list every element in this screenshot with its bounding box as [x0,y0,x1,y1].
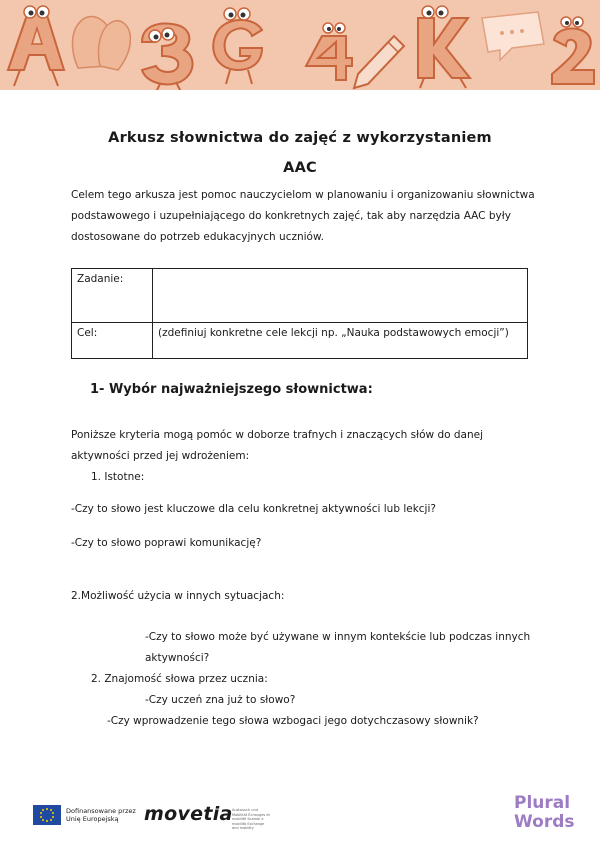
question-line: aktywności? [145,652,210,664]
task-goal-table [71,268,528,359]
criterion-relevant: 1. Istotne: [91,471,145,483]
eu-flag-icon [33,805,61,825]
speech-bubble-icon [482,12,544,60]
letter-a-icon [8,6,64,86]
letter-k-icon [418,6,470,88]
intro-line: podstawowego i uzupełniającego do konkretnych zajęć, tak aby narzędzia AAC były [71,210,511,222]
section-heading: 1- Wybór najważniejszego słownictwa: [90,382,373,397]
goal-label: Cel: [72,323,153,359]
table-row [72,323,528,359]
criterion-other-situations: 2.Możliwość użycia w innych sytuacjach: [71,590,285,602]
criteria-line: Poniższe kryteria mogą pomóc w doborze trafnych i znaczących słów do danej [71,429,483,441]
hands-icon [72,16,130,70]
movetia-tagline: Austausch und Mobilität Échanges et mobilité Scambi e mobilità Exchange and mobility [232,808,270,830]
intro-line: dostosowane do potrzeb edukacyjnych uczniów. [71,231,324,243]
criteria-paragraph [71,425,541,467]
movetia-logo: movetia [144,803,233,825]
intro-paragraph [71,185,541,248]
task-label: Zadanie: [72,269,153,323]
page-title: Arkusz słownictwa do zajęć z wykorzystaniem [108,130,492,146]
page-title-aac: AAC [283,160,317,176]
task-value-field[interactable] [153,269,528,323]
number-four-icon [306,23,352,80]
plural-logo-line: Plural [514,793,571,813]
header-banner [0,0,600,90]
question-knows-word: -Czy uczeń zna już to słowo? [145,694,296,706]
question-other-context [145,627,535,669]
eu-line: Dofinansowane przez [66,807,136,815]
question-line: -Czy to słowo może być używane w innym kontekście lub podczas innych [145,631,531,643]
pencil-icon [354,36,404,88]
question-key-word: -Czy to słowo jest kluczowe dla celu konkretnej aktywności lub lekcji? [71,503,436,515]
intro-line: Celem tego arkusza jest pomoc nauczycielom w planowaniu i organizowaniu słownictwa [71,189,535,201]
plural-words-logo [514,794,575,832]
eu-line: Unię Europejską [66,815,119,823]
question-enrich-vocabulary: -Czy wprowadzenie tego słowa wzbogaci jego dotychczasowy słownik? [107,715,479,727]
eu-funding-label [66,807,136,823]
plural-logo-line: Words [514,812,575,832]
number-three-icon [142,24,193,90]
question-communication: -Czy to słowo poprawi komunikację? [71,537,262,549]
criterion-familiarity: 2. Znajomość słowa przez ucznia: [91,673,268,685]
alphabet-characters-illustration [0,0,600,90]
letter-g-icon [213,8,262,84]
table-row [72,269,528,323]
criteria-line: aktywności przed jej wdrożeniem: [71,450,250,462]
number-two-icon [552,17,594,84]
goal-value-field[interactable]: (zdefiniuj konkretne cele lekcji np. „Nauka podstawowych emocji”) [153,323,528,359]
